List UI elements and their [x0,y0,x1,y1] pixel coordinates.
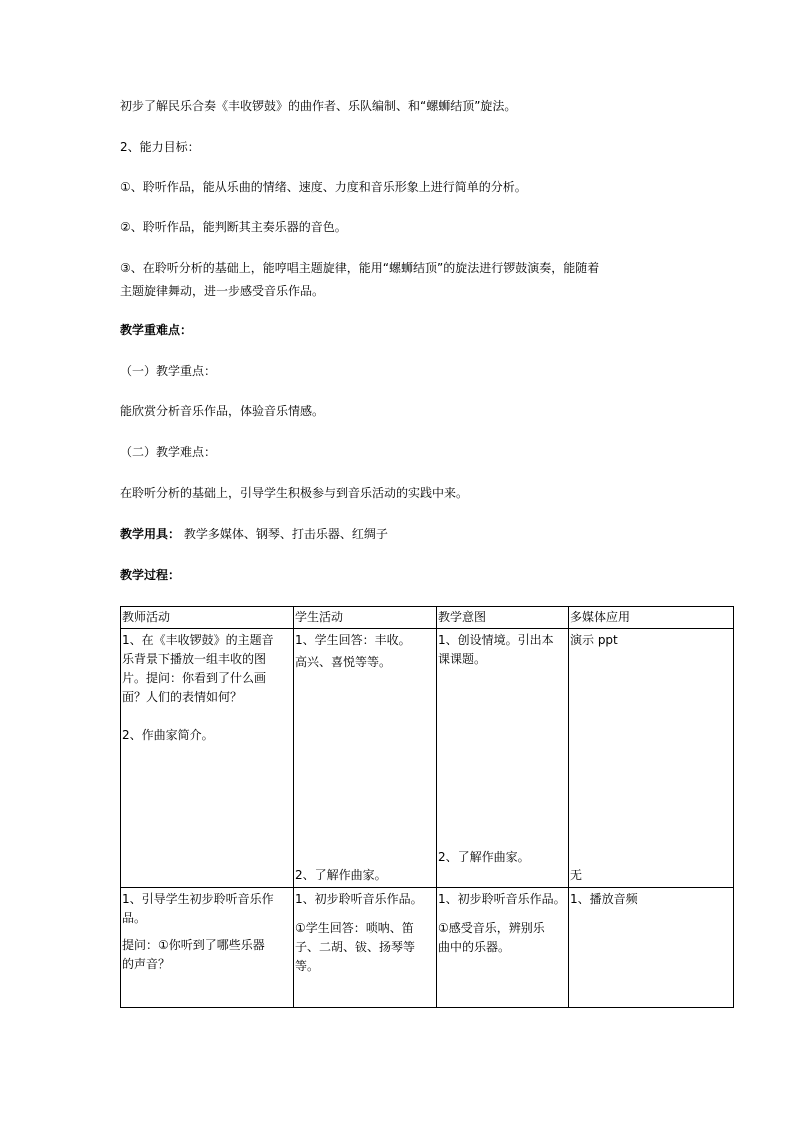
cell-line: 等。 [295,959,320,973]
ability-goal-2: ②、聆听作品，能判断其主奏乐器的音色。 [120,220,347,234]
cell-line: 2、作曲家简介。 [122,728,214,742]
cell-line: 的声音？ [122,957,171,971]
cell-line: 1、在《丰收锣鼓》的主题音 [122,633,274,647]
cell-line: 1、初步聆听音乐作品。 [438,892,566,906]
cell-line: 1、学生回答：丰收。 [295,633,411,647]
media-cell [569,629,734,888]
table-row [121,888,734,1008]
cell-line: 面？人们的表情如何？ [122,690,243,704]
ability-goal-3a: ③、在聆听分析的基础上，能哼唱主题旋律，能用“螺蛳结顶”的旋法进行锣鼓演奏，能随着 [120,261,600,275]
difficulty-text: 在聆听分析的基础上，引导学生积极参与到音乐活动的实践中来。 [120,486,469,500]
teaching-tools-label: 教学用具： [120,527,181,541]
teacher-activity-cell [121,888,294,1008]
key-point-heading: （一）教学重点： [120,364,217,378]
cell-line: ①感受音乐，辨别乐 [438,921,545,935]
teaching-process-heading: 教学过程： [120,568,181,582]
cell-line: 演示 ppt [570,633,618,647]
header-media: 多媒体应用 [569,607,734,629]
table-row [121,629,734,888]
cell-line: 乐背景下播放一组丰收的图 [122,652,267,666]
cell-line: 1、初步聆听音乐作品。 [295,892,423,906]
table-header-row [121,607,734,629]
cell-line: 品。 [122,911,147,925]
cell-line: 曲中的乐器。 [438,940,511,954]
key-point-text: 能欣赏分析音乐作品，体验音乐情感。 [120,404,325,418]
cell-line: 课课题。 [438,652,487,666]
difficulty-heading: （二）教学难点： [120,445,217,459]
cell-line: 2、了解作曲家。 [438,850,530,864]
teaching-tools [120,525,388,543]
intent-cell [437,629,569,888]
student-activity-cell [294,888,437,1008]
ability-goal-1: ①、聆听作品，能从乐曲的情绪、速度、力度和音乐形象上进行简单的分析。 [120,180,527,194]
student-activity-cell [294,629,437,888]
header-student: 学生活动 [294,607,437,629]
cell-line: 提问：①你听到了哪些乐器 [122,938,265,952]
intent-cell [437,888,569,1008]
cell-line: 2、了解作曲家。 [295,868,387,882]
teaching-tools-text: 教学多媒体、钢琴、打击乐器、红绸子 [180,527,388,541]
header-intent: 教学意图 [437,607,569,629]
cell-line: 片。提问：你看到了什么画 [122,671,267,685]
cell-line: 无 [570,868,583,882]
cell-line: 高兴、喜悦等等。 [295,655,392,669]
cell-line: 1、播放音频 [570,892,638,906]
media-cell [569,888,734,1008]
cell-line: 1、引导学生初步聆听音乐作 [122,892,274,906]
teacher-activity-cell [121,629,294,888]
lesson-table [120,606,734,1008]
cell-line: 1、创设情境。引出本 [438,633,554,647]
ability-goal-3b: 主题旋律舞动，进一步感受音乐作品。 [120,284,325,298]
header-teacher: 教师活动 [121,607,294,629]
cell-line: 子、二胡、钹、扬琴等 [295,940,416,954]
objective-text: 初步了解民乐合奏《丰收锣鼓》的曲作者、乐队编制、和“螺蛳结顶”旋法。 [120,99,517,113]
cell-line: ①学生回答：唢呐、笛 [295,921,414,935]
key-difficulty-heading: 教学重难点： [120,323,193,337]
ability-goal-heading: 2、能力目标： [120,140,200,154]
